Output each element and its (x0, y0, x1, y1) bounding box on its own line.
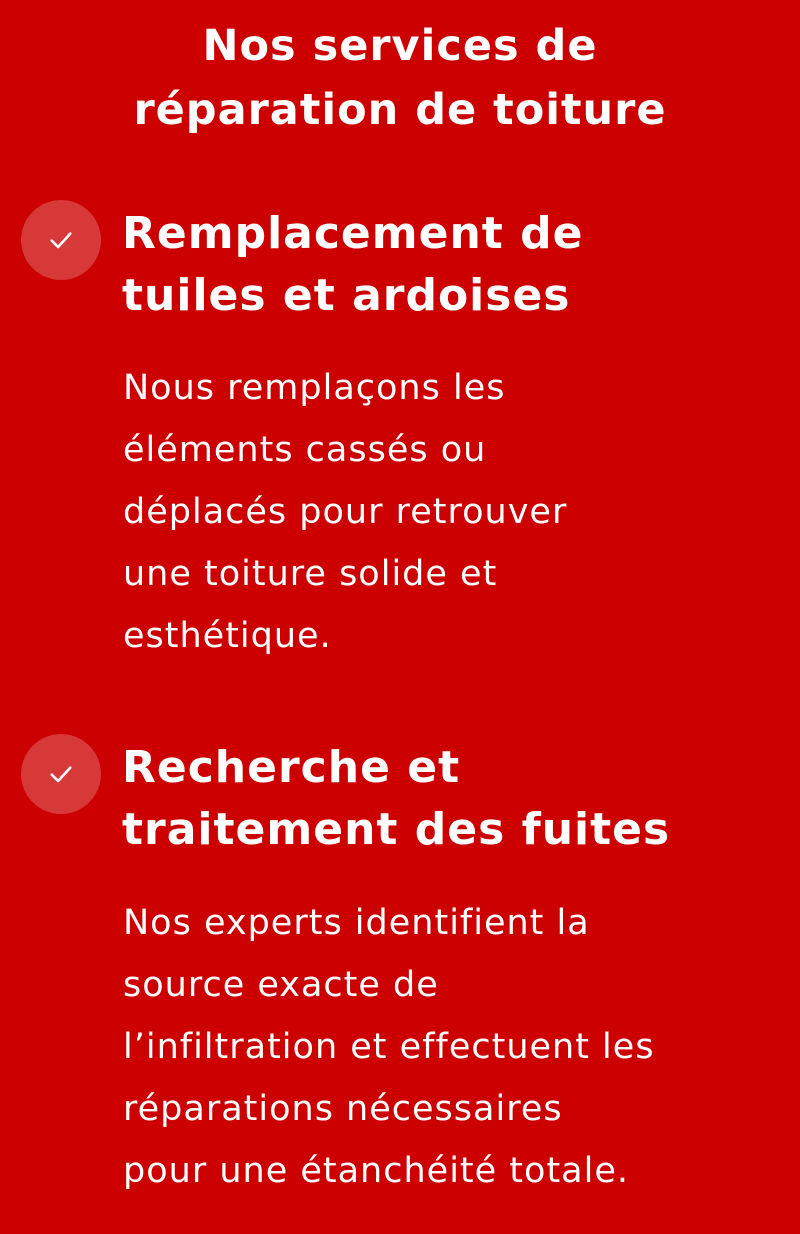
service-description-line: l’infiltration et effectuent les (123, 1027, 655, 1067)
service-title-line-1: Remplacement de (122, 208, 584, 259)
service-description-line: déplacés pour retrouver (123, 492, 568, 532)
service-description-line: Nos experts identifient la (123, 903, 590, 943)
service-title-line-2: traitement des fuites (122, 804, 671, 855)
service-title-line-1: Recherche et (122, 742, 461, 793)
service-title (122, 203, 583, 327)
service-description (123, 357, 783, 667)
service-description-line: source exacte de (123, 965, 439, 1005)
service-description (123, 892, 783, 1202)
service-title-line-2: tuiles et ardoises (122, 270, 571, 321)
section-title (0, 14, 800, 142)
service-description-line: pour une étanchéité totale. (123, 1151, 629, 1191)
check-icon (21, 200, 101, 280)
service-description-line: réparations nécessaires (123, 1089, 563, 1129)
check-icon (21, 734, 101, 814)
service-description-line: une toiture solide et (123, 554, 498, 594)
service-description-line: éléments cassés ou (123, 430, 487, 470)
service-description-line: esthétique. (123, 616, 332, 656)
section-title-line-1: Nos services de (202, 21, 598, 71)
service-title (122, 737, 670, 861)
service-description-line: Nous remplaçons les (123, 368, 506, 408)
section-title-line-2: réparation de toiture (133, 85, 667, 135)
